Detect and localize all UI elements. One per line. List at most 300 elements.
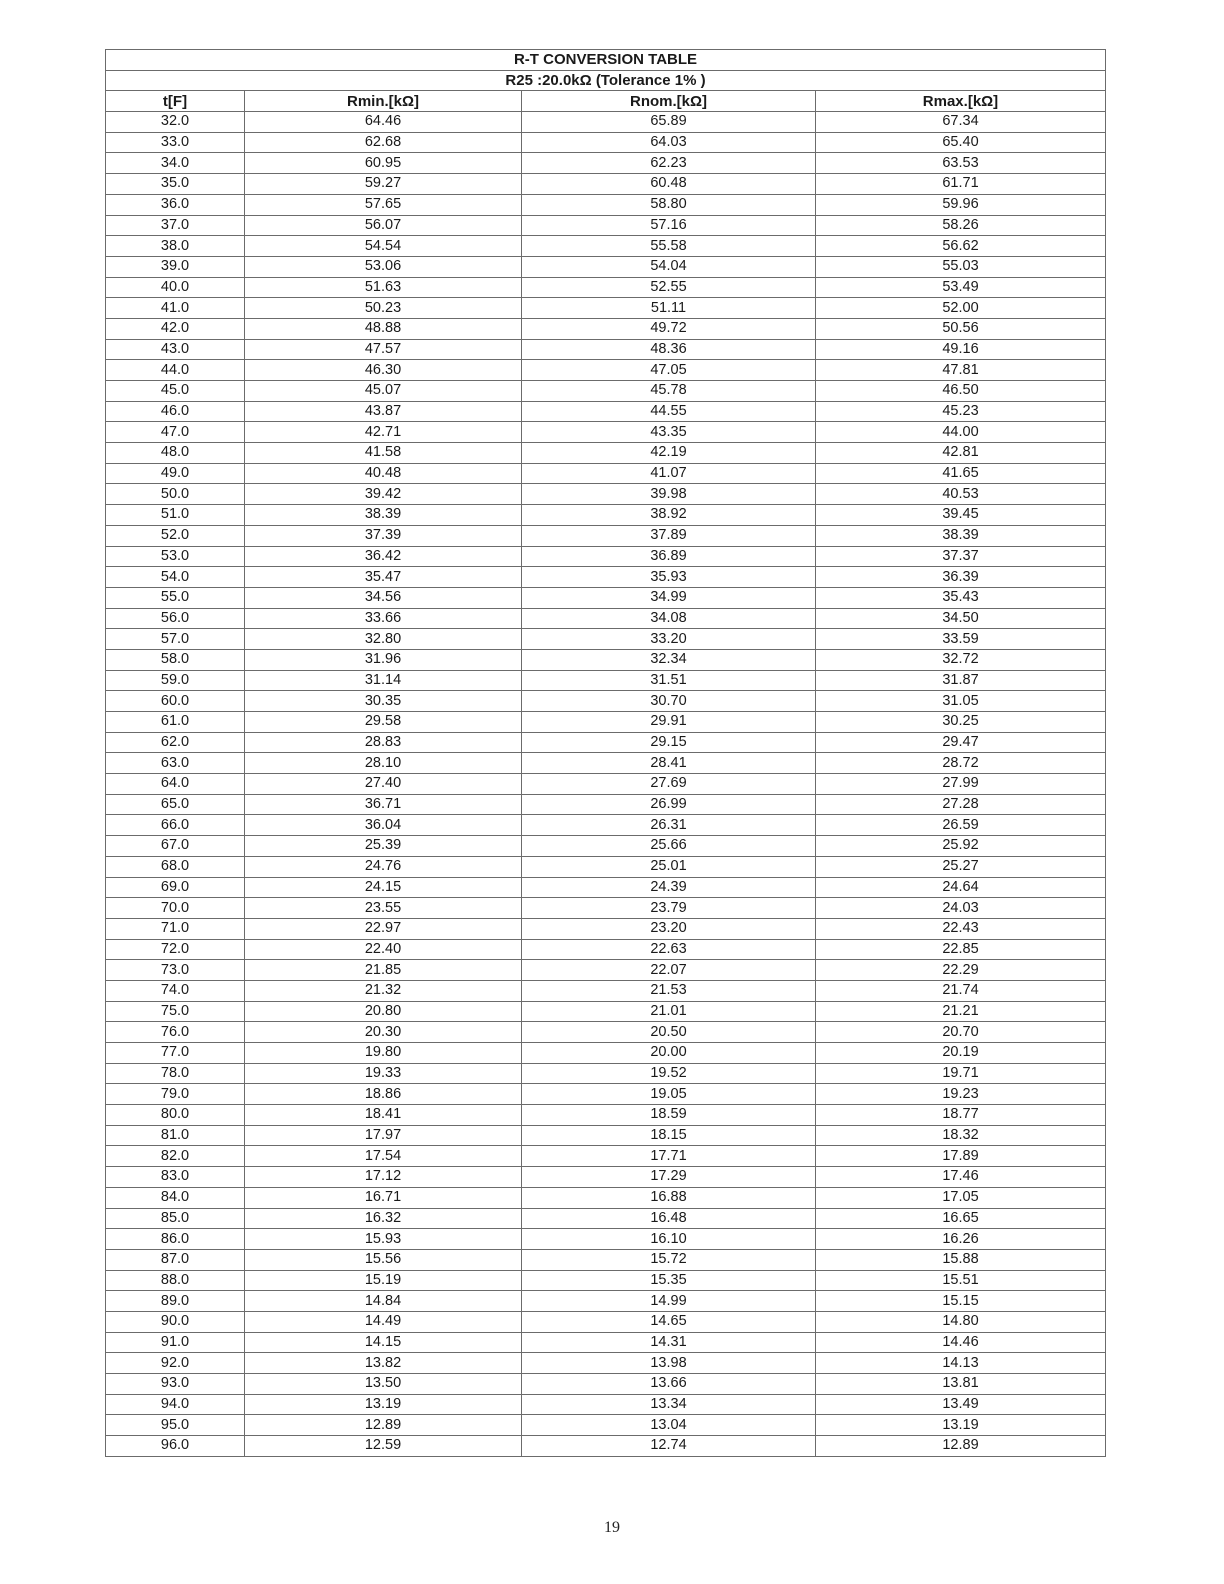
table-row: [106, 1229, 1106, 1250]
cell-rnom: 45.78: [522, 381, 816, 402]
cell-rmax: 31.05: [816, 691, 1106, 712]
cell-rmin: 32.80: [245, 629, 522, 650]
cell-rnom: 52.55: [522, 277, 816, 298]
cell-rnom: 16.10: [522, 1229, 816, 1250]
cell-temperature: 53.0: [106, 546, 245, 567]
cell-rmax: 26.59: [816, 815, 1106, 836]
cell-rmin: 24.15: [245, 877, 522, 898]
cell-rmin: 13.82: [245, 1353, 522, 1374]
cell-rnom: 13.34: [522, 1394, 816, 1415]
cell-rnom: 14.99: [522, 1291, 816, 1312]
table-row: [106, 401, 1106, 422]
cell-rmax: 14.13: [816, 1353, 1106, 1374]
cell-rnom: 21.01: [522, 1001, 816, 1022]
cell-rmax: 45.23: [816, 401, 1106, 422]
cell-rmax: 33.59: [816, 629, 1106, 650]
table-row: [106, 1208, 1106, 1229]
cell-temperature: 34.0: [106, 153, 245, 174]
cell-rmax: 53.49: [816, 277, 1106, 298]
cell-rmin: 28.83: [245, 732, 522, 753]
cell-rmin: 23.55: [245, 898, 522, 919]
cell-rnom: 28.41: [522, 753, 816, 774]
cell-rmin: 12.59: [245, 1436, 522, 1457]
cell-temperature: 71.0: [106, 918, 245, 939]
table-row: [106, 1415, 1106, 1436]
cell-temperature: 46.0: [106, 401, 245, 422]
table-row: [106, 463, 1106, 484]
cell-temperature: 86.0: [106, 1229, 245, 1250]
cell-rmin: 59.27: [245, 174, 522, 195]
cell-temperature: 73.0: [106, 960, 245, 981]
cell-rmax: 27.99: [816, 774, 1106, 795]
column-header-row: [106, 91, 1106, 112]
cell-rmax: 41.65: [816, 463, 1106, 484]
table-row: [106, 360, 1106, 381]
cell-temperature: 60.0: [106, 691, 245, 712]
column-header-rmin: Rmin.[kΩ]: [245, 91, 522, 112]
table-row: [106, 443, 1106, 464]
cell-rnom: 29.15: [522, 732, 816, 753]
table-row: [106, 505, 1106, 526]
column-header-temperature: t[F]: [106, 91, 245, 112]
cell-rmax: 32.72: [816, 649, 1106, 670]
cell-rmin: 13.19: [245, 1394, 522, 1415]
cell-rmin: 37.39: [245, 525, 522, 546]
cell-temperature: 79.0: [106, 1084, 245, 1105]
cell-rmax: 28.72: [816, 753, 1106, 774]
cell-rmax: 18.77: [816, 1105, 1106, 1126]
cell-rmax: 55.03: [816, 256, 1106, 277]
cell-rnom: 55.58: [522, 236, 816, 257]
cell-temperature: 70.0: [106, 898, 245, 919]
table-row: [106, 215, 1106, 236]
table-row: [106, 774, 1106, 795]
table-row: [106, 815, 1106, 836]
cell-temperature: 50.0: [106, 484, 245, 505]
cell-rmax: 67.34: [816, 112, 1106, 133]
cell-rmin: 21.85: [245, 960, 522, 981]
table-row: [106, 1311, 1106, 1332]
cell-rmax: 21.21: [816, 1001, 1106, 1022]
table-row: [106, 1105, 1106, 1126]
cell-rmax: 49.16: [816, 339, 1106, 360]
cell-rmin: 18.86: [245, 1084, 522, 1105]
cell-temperature: 54.0: [106, 567, 245, 588]
cell-rnom: 26.31: [522, 815, 816, 836]
cell-rmax: 15.88: [816, 1249, 1106, 1270]
table-row: [106, 732, 1106, 753]
cell-temperature: 36.0: [106, 194, 245, 215]
cell-temperature: 93.0: [106, 1374, 245, 1395]
cell-rmin: 50.23: [245, 298, 522, 319]
column-header-rmax: Rmax.[kΩ]: [816, 91, 1106, 112]
cell-rmin: 45.07: [245, 381, 522, 402]
table-row: [106, 1043, 1106, 1064]
cell-rnom: 57.16: [522, 215, 816, 236]
cell-rmin: 14.15: [245, 1332, 522, 1353]
table-row: [106, 236, 1106, 257]
cell-rnom: 32.34: [522, 649, 816, 670]
cell-temperature: 95.0: [106, 1415, 245, 1436]
cell-temperature: 68.0: [106, 856, 245, 877]
cell-rmin: 60.95: [245, 153, 522, 174]
cell-temperature: 67.0: [106, 836, 245, 857]
rt-conversion-table: [105, 49, 1106, 1457]
table-row: [106, 898, 1106, 919]
cell-temperature: 78.0: [106, 1063, 245, 1084]
cell-rmin: 34.56: [245, 587, 522, 608]
cell-rmin: 48.88: [245, 318, 522, 339]
cell-temperature: 87.0: [106, 1249, 245, 1270]
cell-rmin: 31.96: [245, 649, 522, 670]
cell-temperature: 40.0: [106, 277, 245, 298]
cell-rnom: 43.35: [522, 422, 816, 443]
cell-rmax: 29.47: [816, 732, 1106, 753]
table-row: [106, 318, 1106, 339]
table-row: [106, 587, 1106, 608]
cell-rnom: 38.92: [522, 505, 816, 526]
cell-rmin: 24.76: [245, 856, 522, 877]
cell-rmax: 63.53: [816, 153, 1106, 174]
cell-rmax: 35.43: [816, 587, 1106, 608]
cell-rmax: 18.32: [816, 1125, 1106, 1146]
cell-rnom: 12.74: [522, 1436, 816, 1457]
table-row: [106, 1022, 1106, 1043]
cell-temperature: 96.0: [106, 1436, 245, 1457]
cell-temperature: 63.0: [106, 753, 245, 774]
cell-temperature: 91.0: [106, 1332, 245, 1353]
cell-rnom: 49.72: [522, 318, 816, 339]
table-row: [106, 153, 1106, 174]
cell-temperature: 94.0: [106, 1394, 245, 1415]
cell-rmax: 21.74: [816, 980, 1106, 1001]
cell-rmax: 20.70: [816, 1022, 1106, 1043]
cell-temperature: 57.0: [106, 629, 245, 650]
cell-temperature: 76.0: [106, 1022, 245, 1043]
table-row: [106, 1146, 1106, 1167]
table-row: [106, 525, 1106, 546]
cell-temperature: 48.0: [106, 443, 245, 464]
cell-rnom: 35.93: [522, 567, 816, 588]
cell-rmin: 39.42: [245, 484, 522, 505]
cell-rmin: 21.32: [245, 980, 522, 1001]
cell-rnom: 34.08: [522, 608, 816, 629]
cell-rmax: 12.89: [816, 1436, 1106, 1457]
cell-rnom: 15.72: [522, 1249, 816, 1270]
cell-rmax: 13.49: [816, 1394, 1106, 1415]
cell-temperature: 44.0: [106, 360, 245, 381]
cell-rmin: 51.63: [245, 277, 522, 298]
cell-temperature: 85.0: [106, 1208, 245, 1229]
cell-rmin: 35.47: [245, 567, 522, 588]
cell-rnom: 65.89: [522, 112, 816, 133]
cell-temperature: 64.0: [106, 774, 245, 795]
cell-rnom: 27.69: [522, 774, 816, 795]
cell-rmin: 12.89: [245, 1415, 522, 1436]
table-row: [106, 1125, 1106, 1146]
table-row: [106, 691, 1106, 712]
cell-rnom: 60.48: [522, 174, 816, 195]
cell-temperature: 77.0: [106, 1043, 245, 1064]
cell-rnom: 23.20: [522, 918, 816, 939]
table-row: [106, 877, 1106, 898]
cell-rnom: 25.01: [522, 856, 816, 877]
table-body: [106, 112, 1106, 1457]
table-row: [106, 567, 1106, 588]
cell-rnom: 51.11: [522, 298, 816, 319]
cell-rmax: 20.19: [816, 1043, 1106, 1064]
cell-rmax: 40.53: [816, 484, 1106, 505]
cell-temperature: 62.0: [106, 732, 245, 753]
cell-rnom: 22.07: [522, 960, 816, 981]
cell-rmin: 16.71: [245, 1187, 522, 1208]
cell-rmax: 30.25: [816, 712, 1106, 733]
table-row: [106, 1084, 1106, 1105]
cell-temperature: 38.0: [106, 236, 245, 257]
cell-temperature: 43.0: [106, 339, 245, 360]
cell-rnom: 13.66: [522, 1374, 816, 1395]
cell-rmax: 37.37: [816, 546, 1106, 567]
cell-rmax: 13.19: [816, 1415, 1106, 1436]
cell-rmin: 19.80: [245, 1043, 522, 1064]
cell-temperature: 66.0: [106, 815, 245, 836]
table-row: [106, 1436, 1106, 1457]
cell-rnom: 25.66: [522, 836, 816, 857]
cell-rnom: 42.19: [522, 443, 816, 464]
cell-rmin: 53.06: [245, 256, 522, 277]
table-row: [106, 1394, 1106, 1415]
cell-temperature: 41.0: [106, 298, 245, 319]
cell-temperature: 65.0: [106, 794, 245, 815]
cell-temperature: 90.0: [106, 1311, 245, 1332]
cell-rnom: 64.03: [522, 132, 816, 153]
cell-rnom: 44.55: [522, 401, 816, 422]
cell-rmax: 38.39: [816, 525, 1106, 546]
cell-temperature: 82.0: [106, 1146, 245, 1167]
cell-temperature: 49.0: [106, 463, 245, 484]
cell-temperature: 47.0: [106, 422, 245, 443]
cell-rmax: 22.85: [816, 939, 1106, 960]
table-row: [106, 629, 1106, 650]
cell-rnom: 20.50: [522, 1022, 816, 1043]
table-row: [106, 298, 1106, 319]
cell-temperature: 59.0: [106, 670, 245, 691]
table-row: [106, 960, 1106, 981]
cell-rmax: 24.03: [816, 898, 1106, 919]
cell-rmin: 20.30: [245, 1022, 522, 1043]
cell-rmin: 17.12: [245, 1167, 522, 1188]
table-row: [106, 1167, 1106, 1188]
cell-rnom: 19.52: [522, 1063, 816, 1084]
cell-rmax: 15.15: [816, 1291, 1106, 1312]
table-row: [106, 1374, 1106, 1395]
cell-rnom: 13.98: [522, 1353, 816, 1374]
table-subtitle: R25 :20.0kΩ (Tolerance 1% ): [106, 70, 1106, 91]
cell-rmin: 62.68: [245, 132, 522, 153]
table-row: [106, 339, 1106, 360]
cell-rnom: 33.20: [522, 629, 816, 650]
cell-rnom: 18.15: [522, 1125, 816, 1146]
cell-rnom: 23.79: [522, 898, 816, 919]
cell-temperature: 84.0: [106, 1187, 245, 1208]
cell-rmin: 47.57: [245, 339, 522, 360]
cell-temperature: 61.0: [106, 712, 245, 733]
cell-rmax: 17.05: [816, 1187, 1106, 1208]
cell-rnom: 14.65: [522, 1311, 816, 1332]
cell-rmax: 61.71: [816, 174, 1106, 195]
cell-rmin: 64.46: [245, 112, 522, 133]
table-row: [106, 1353, 1106, 1374]
cell-rnom: 31.51: [522, 670, 816, 691]
table-row: [106, 112, 1106, 133]
cell-rmax: 42.81: [816, 443, 1106, 464]
cell-rmax: 14.80: [816, 1311, 1106, 1332]
table-row: [106, 422, 1106, 443]
cell-rnom: 16.88: [522, 1187, 816, 1208]
table-row: [106, 1001, 1106, 1022]
cell-rmax: 22.29: [816, 960, 1106, 981]
cell-temperature: 42.0: [106, 318, 245, 339]
cell-rmax: 25.27: [816, 856, 1106, 877]
cell-rmin: 54.54: [245, 236, 522, 257]
table-row: [106, 1249, 1106, 1270]
cell-rmax: 39.45: [816, 505, 1106, 526]
cell-rmin: 41.58: [245, 443, 522, 464]
cell-rnom: 58.80: [522, 194, 816, 215]
cell-rnom: 39.98: [522, 484, 816, 505]
cell-rmin: 27.40: [245, 774, 522, 795]
column-header-rnom: Rnom.[kΩ]: [522, 91, 816, 112]
cell-temperature: 89.0: [106, 1291, 245, 1312]
cell-rnom: 62.23: [522, 153, 816, 174]
cell-rnom: 34.99: [522, 587, 816, 608]
cell-rmin: 36.42: [245, 546, 522, 567]
cell-rnom: 36.89: [522, 546, 816, 567]
cell-temperature: 81.0: [106, 1125, 245, 1146]
cell-rmax: 27.28: [816, 794, 1106, 815]
cell-rmin: 28.10: [245, 753, 522, 774]
cell-rnom: 18.59: [522, 1105, 816, 1126]
cell-rnom: 54.04: [522, 256, 816, 277]
cell-rmin: 46.30: [245, 360, 522, 381]
table-row: [106, 1187, 1106, 1208]
page-number: 19: [604, 1519, 620, 1536]
cell-rnom: 30.70: [522, 691, 816, 712]
cell-temperature: 32.0: [106, 112, 245, 133]
table-row: [106, 980, 1106, 1001]
cell-rmax: 50.56: [816, 318, 1106, 339]
table-row: [106, 174, 1106, 195]
cell-rmin: 22.97: [245, 918, 522, 939]
table-row: [106, 277, 1106, 298]
cell-rnom: 17.71: [522, 1146, 816, 1167]
table-row: [106, 753, 1106, 774]
cell-rmax: 16.65: [816, 1208, 1106, 1229]
cell-rmin: 25.39: [245, 836, 522, 857]
cell-temperature: 52.0: [106, 525, 245, 546]
cell-rmax: 59.96: [816, 194, 1106, 215]
table-row: [106, 712, 1106, 733]
cell-rmin: 43.87: [245, 401, 522, 422]
cell-temperature: 56.0: [106, 608, 245, 629]
cell-temperature: 51.0: [106, 505, 245, 526]
table-row: [106, 1063, 1106, 1084]
table-row: [106, 608, 1106, 629]
cell-rmax: 15.51: [816, 1270, 1106, 1291]
cell-rmin: 33.66: [245, 608, 522, 629]
table-row: [106, 381, 1106, 402]
table-row: [106, 794, 1106, 815]
cell-temperature: 37.0: [106, 215, 245, 236]
cell-rmin: 15.56: [245, 1249, 522, 1270]
table-row: [106, 939, 1106, 960]
cell-rnom: 29.91: [522, 712, 816, 733]
cell-rmax: 47.81: [816, 360, 1106, 381]
cell-rmin: 30.35: [245, 691, 522, 712]
cell-rmin: 20.80: [245, 1001, 522, 1022]
cell-rnom: 24.39: [522, 877, 816, 898]
cell-rmax: 31.87: [816, 670, 1106, 691]
table-row: [106, 546, 1106, 567]
cell-rmax: 19.23: [816, 1084, 1106, 1105]
cell-rmin: 16.32: [245, 1208, 522, 1229]
cell-temperature: 88.0: [106, 1270, 245, 1291]
cell-rmax: 16.26: [816, 1229, 1106, 1250]
cell-temperature: 55.0: [106, 587, 245, 608]
table-row: [106, 1291, 1106, 1312]
table-row: [106, 194, 1106, 215]
cell-rnom: 47.05: [522, 360, 816, 381]
cell-rmax: 22.43: [816, 918, 1106, 939]
cell-temperature: 58.0: [106, 649, 245, 670]
cell-rmin: 17.97: [245, 1125, 522, 1146]
cell-rnom: 26.99: [522, 794, 816, 815]
table-row: [106, 256, 1106, 277]
table-row: [106, 649, 1106, 670]
cell-rmin: 38.39: [245, 505, 522, 526]
cell-rmin: 13.50: [245, 1374, 522, 1395]
cell-rmin: 31.14: [245, 670, 522, 691]
cell-rmax: 36.39: [816, 567, 1106, 588]
cell-rmax: 56.62: [816, 236, 1106, 257]
cell-rmin: 18.41: [245, 1105, 522, 1126]
cell-rnom: 14.31: [522, 1332, 816, 1353]
cell-rmax: 24.64: [816, 877, 1106, 898]
cell-temperature: 75.0: [106, 1001, 245, 1022]
cell-temperature: 83.0: [106, 1167, 245, 1188]
table-row: [106, 132, 1106, 153]
cell-rmax: 17.89: [816, 1146, 1106, 1167]
cell-rnom: 15.35: [522, 1270, 816, 1291]
cell-rmax: 58.26: [816, 215, 1106, 236]
table-row: [106, 918, 1106, 939]
cell-temperature: 80.0: [106, 1105, 245, 1126]
cell-rnom: 13.04: [522, 1415, 816, 1436]
cell-rmin: 19.33: [245, 1063, 522, 1084]
table-row: [106, 856, 1106, 877]
cell-rnom: 37.89: [522, 525, 816, 546]
cell-rmax: 52.00: [816, 298, 1106, 319]
cell-rmin: 40.48: [245, 463, 522, 484]
table-row: [106, 1332, 1106, 1353]
cell-temperature: 72.0: [106, 939, 245, 960]
cell-rnom: 21.53: [522, 980, 816, 1001]
cell-rnom: 41.07: [522, 463, 816, 484]
cell-rmax: 19.71: [816, 1063, 1106, 1084]
cell-rmin: 22.40: [245, 939, 522, 960]
cell-rmax: 34.50: [816, 608, 1106, 629]
cell-rnom: 16.48: [522, 1208, 816, 1229]
